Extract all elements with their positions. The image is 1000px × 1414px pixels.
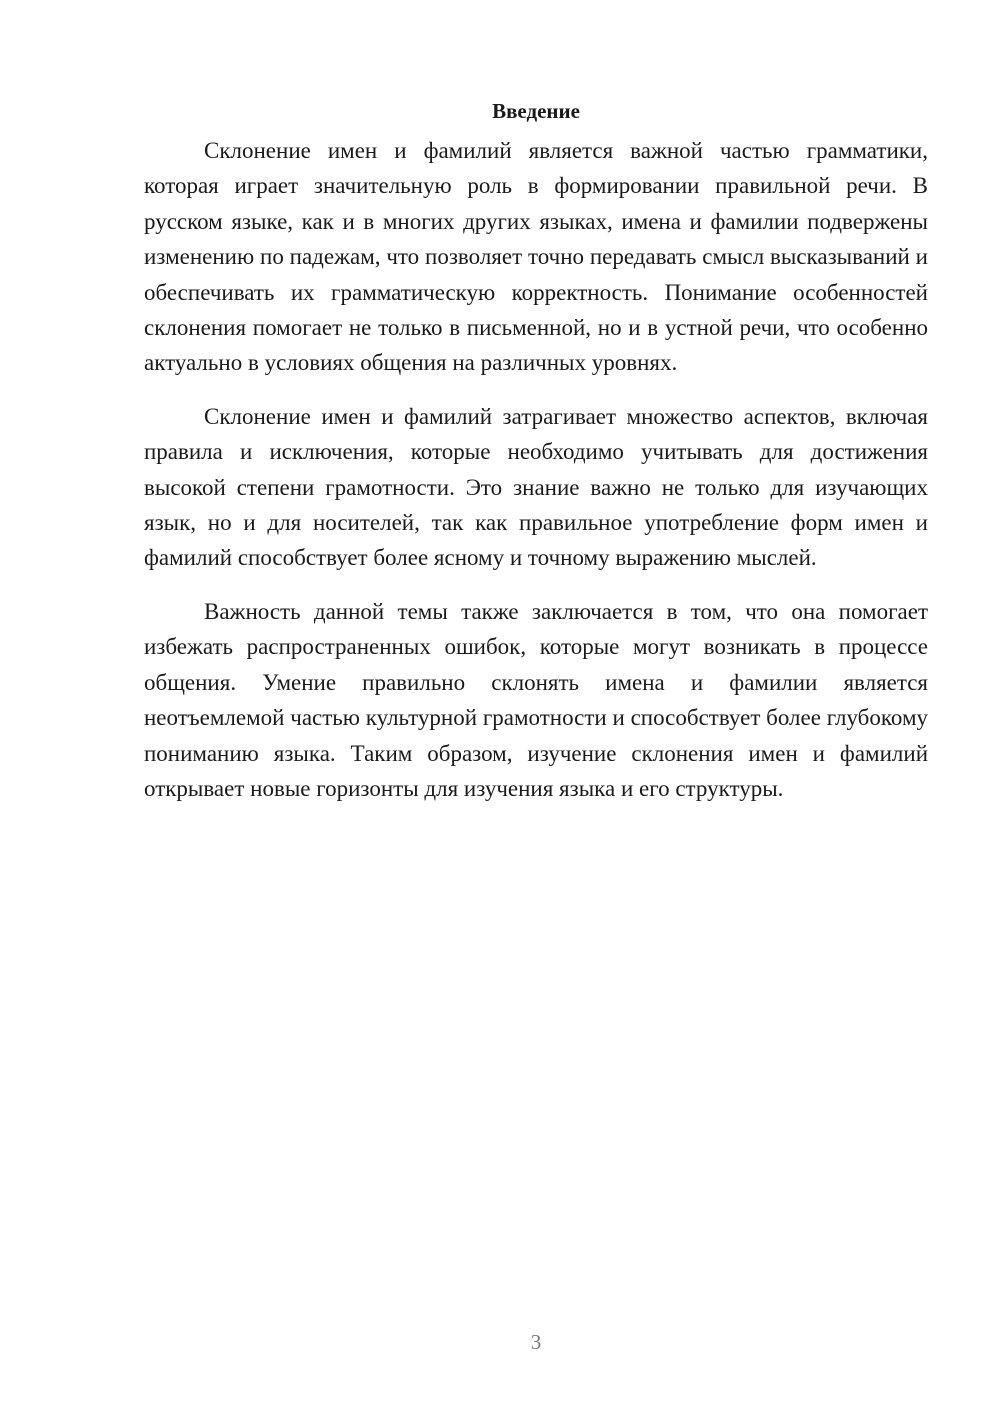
page-number: 3 (530, 1330, 542, 1354)
section-title: Введение (492, 99, 580, 123)
paragraph-1: Склонение имен и фамилий является важной частью грамматики, которая играет значительную роль в формировании правильной речи. В русском языке, как и в многих других языках, имена и фамилии подвержены изменению по падежам, что позволяет точно передавать смысл высказываний и обеспечивать их грамматическую корректность. Понимание особенностей склонения помогает не только в письменной, но и в устной речи, что особенно актуально в условиях общения на различных уровнях. (144, 138, 928, 376)
paragraph-2: Склонение имен и фамилий затрагивает множество аспектов, включая правила и исключения, которые необходимо учитывать для достижения высокой степени грамотности. Это знание важно не только для изучающих язык, но и для носителей, так как правильное употребление форм имен и фамилий способствует более ясному и точному выражению мыслей. (144, 403, 928, 571)
document-body (144, 93, 928, 824)
paragraph-3: Важность данной темы также заключается в том, что она помогает избежать распространенных ошибок, которые могут возникать в процессе общения. Умение правильно склонять имена и фамилии является неотъемлемой частью культурной грамотности и способствует более глубокому пониманию языка. Таким образом, изучение склонения имен и фамилий открывает новые горизонты для изучения языка и его структуры. (144, 598, 928, 801)
